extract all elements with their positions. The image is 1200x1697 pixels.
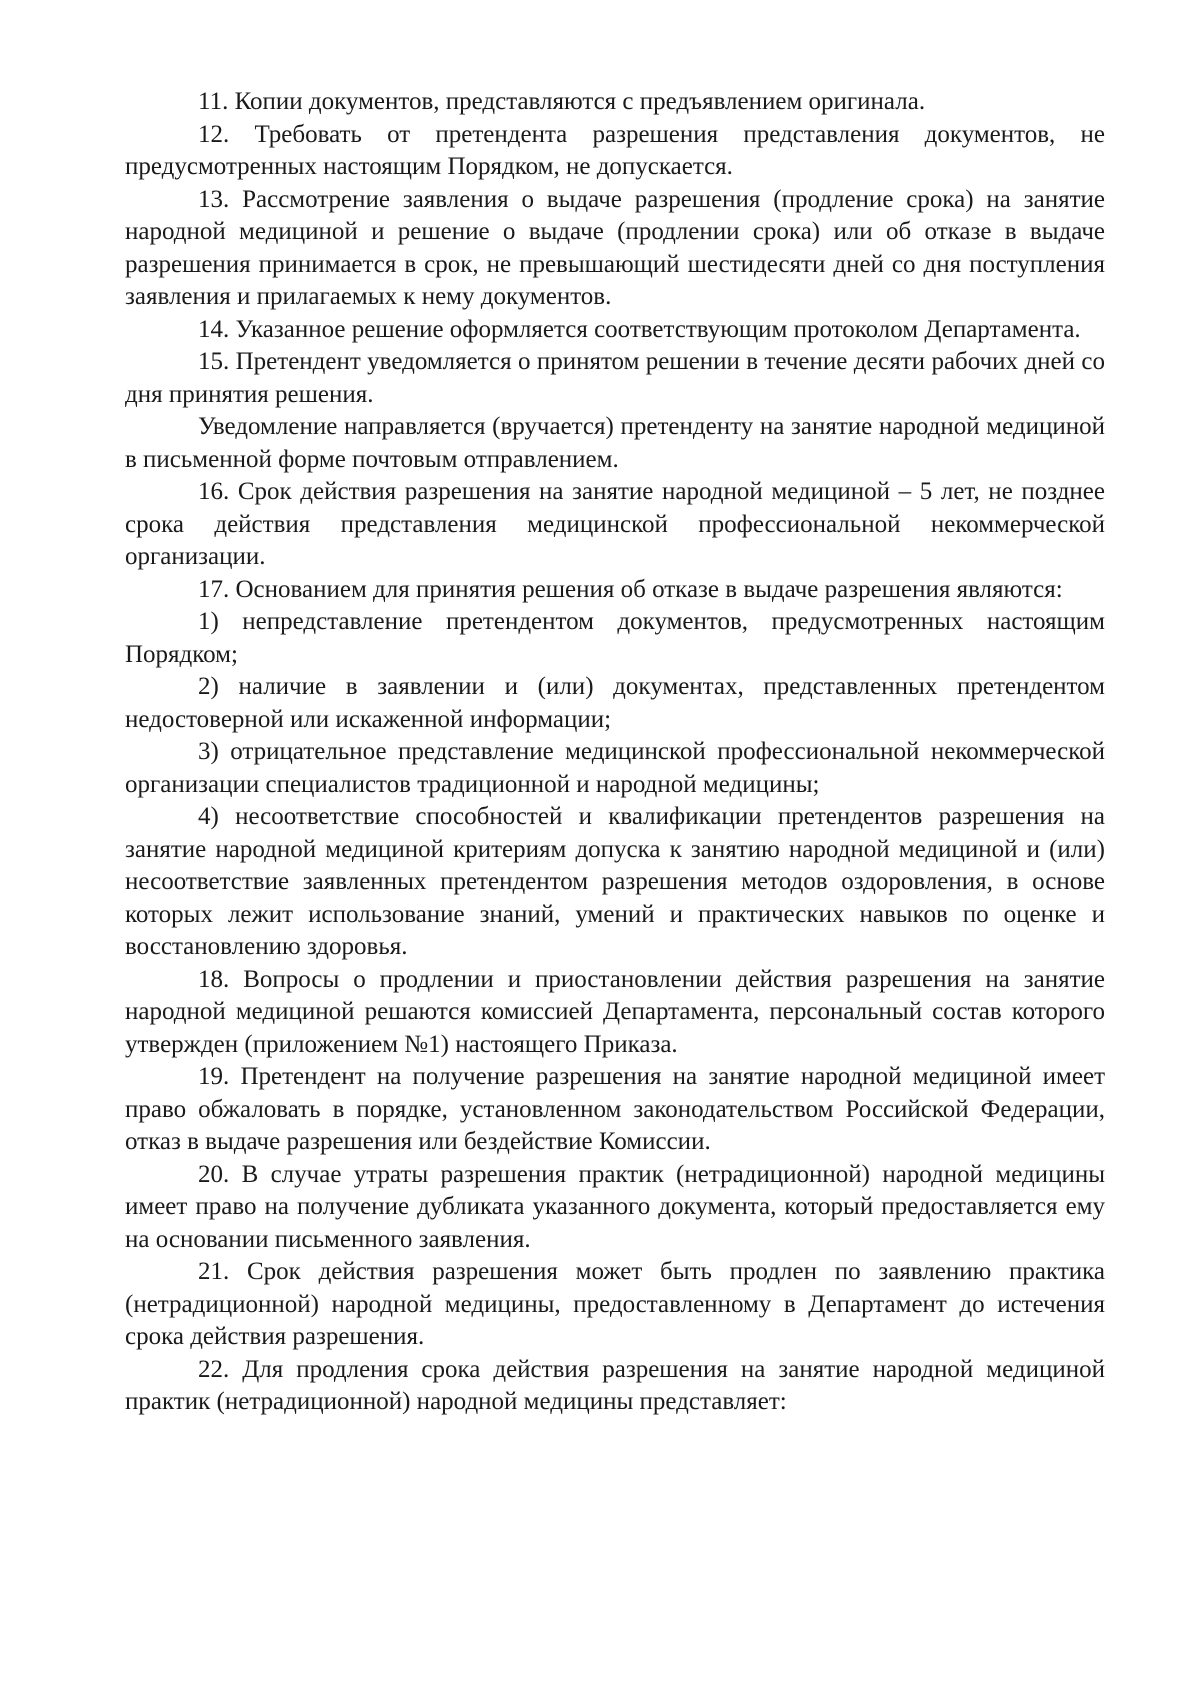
document-body <box>125 86 1105 1419</box>
paragraph-20: 20. В случае утраты разрешения практик (нетрадиционной) народной медицины имеет право на получение дубликата указанного документа, который предоставляется ему на основании письменного заявления. <box>125 1160 1105 1253</box>
paragraph-22: 22. Для продления срока действия разрешения на занятие народной медициной практик (нетрадиционной) народной медицины представляет: <box>125 1355 1105 1415</box>
paragraph-17-item-1: 1) непредставление претендентом документов, предусмотренных настоящим Порядком; <box>125 608 1105 668</box>
paragraph-14: 14. Указанное решение оформляется соответствующим протоколом Департамента. <box>198 315 1081 343</box>
paragraph-17: 17. Основанием для принятия решения об отказе в выдаче разрешения являются: <box>198 575 1063 603</box>
paragraph-17-item-4: 4) несоответствие способностей и квалификации претендентов разрешения на занятие народной медициной критериям допуска к занятию народной медициной и (или) несоответствие заявленных претендентом разрешения методов оздоровления, в основе которых лежит использование знаний, умений и практических навыков по оценке и восстановлению здоровья. <box>125 803 1105 960</box>
paragraph-18: 18. Вопросы о продлении и приостановлении действия разрешения на занятие народной медициной решаются комиссией Департамента, персональный состав которого утвержден (приложением №1) настоящего Приказа. <box>125 965 1105 1058</box>
paragraph-15: 15. Претендент уведомляется о принятом решении в течение десяти рабочих дней со дня принятия решения. <box>125 348 1105 408</box>
paragraph-17-item-2: 2) наличие в заявлении и (или) документах, представленных претендентом недостоверной или искаженной информации; <box>125 673 1105 733</box>
paragraph-13: 13. Рассмотрение заявления о выдаче разрешения (продление срока) на занятие народной медициной и решение о выдаче (продлении срока) или об отказе в выдаче разрешения принимается в срок, не превышающий шестидесяти дней со дня поступления заявления и прилагаемых к нему документов. <box>125 185 1105 310</box>
paragraph-21: 21. Срок действия разрешения может быть продлен по заявлению практика (нетрадиционной) народной медицины, предоставленному в Департамент до истечения срока действия разрешения. <box>125 1258 1105 1350</box>
paragraph-notification: Уведомление направляется (вручается) претенденту на занятие народной медициной в письменной форме почтовым отправлением. <box>125 413 1105 473</box>
paragraph-16: 16. Срок действия разрешения на занятие народной медициной – 5 лет, не позднее срока действия представления медицинской профессиональной некоммерческой организации. <box>125 478 1105 570</box>
paragraph-12: 12. Требовать от претендента разрешения представления документов, не предусмотренных настоящим Порядком, не допускается. <box>125 120 1105 180</box>
paragraph-11: 11. Копии документов, представляются с предъявлением оригинала. <box>198 88 926 115</box>
paragraph-19: 19. Претендент на получение разрешения на занятие народной медициной имеет право обжаловать в порядке, установленном законодательством Российской Федерации, отказ в выдаче разрешения или бездействие Комиссии. <box>125 1063 1105 1155</box>
paragraph-17-item-3: 3) отрицательное представление медицинской профессиональной некоммерческой организации специалистов традиционной и народной медицины; <box>125 738 1105 798</box>
